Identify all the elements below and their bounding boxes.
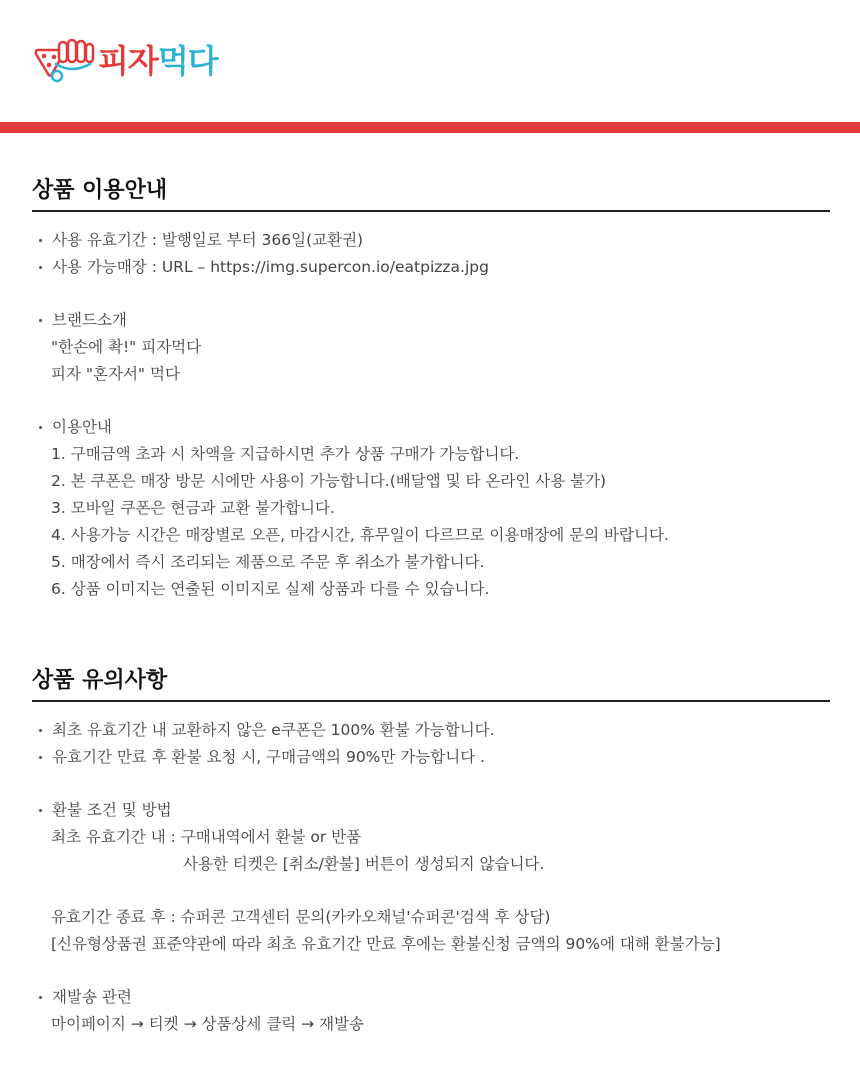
product-notice-content (32, 717, 830, 1038)
refund-method-note: 사용한 티켓은 [취소/환불] 버튼이 생성되지 않습니다. (183, 855, 545, 873)
spacer (32, 388, 830, 414)
brand-intro-line: "한손에 촥!" 피자먹다 (51, 338, 202, 356)
product-notice-title: 상품 유의사항 (32, 666, 830, 702)
spacer (32, 878, 830, 904)
brand-name-part1: 피자 (98, 42, 158, 80)
usage-rule-item: 3. 모바일 쿠폰은 현금과 교환 불가합니다. (51, 499, 335, 517)
brand-name-part2: 먹다 (157, 42, 218, 80)
resend-path: 마이페이지 → 티켓 → 상품상세 클릭 → 재발송 (51, 1015, 365, 1033)
pizza-hand-logo-icon (32, 38, 96, 84)
refund-policy-item: 유효기간 만료 후 환불 요청 시, 구매금액의 90%만 가능합니다 . (32, 744, 830, 771)
refund-method-heading: 환불 조건 및 방법 (32, 797, 830, 824)
spacer (32, 771, 830, 797)
refund-method-line: 최초 유효기간 내 : 구매내역에서 환불 or 반품 (51, 828, 362, 846)
usage-guide-title: 상품 이용안내 (32, 176, 830, 212)
usage-rule-item: 2. 본 쿠폰은 매장 방문 시에만 사용이 가능합니다.(배달앱 및 타 온라인 사용 불가) (51, 472, 607, 490)
usage-rule-item: 6. 상품 이미지는 연출된 이미지로 실제 상품과 다를 수 있습니다. (51, 580, 490, 598)
usage-rule-item: 1. 구매금액 초과 시 차액을 지급하시면 추가 상품 구매가 가능합니다. (51, 445, 520, 463)
refund-method-line: 유효기간 종료 후 : 슈퍼콘 고객센터 문의(카카오채널'슈퍼콘'검색 후 상담) (51, 908, 551, 926)
usage-rule-item: 4. 사용가능 시간은 매장별로 오픈, 마감시간, 휴무일이 다르므로 이용매장에 문의 바랍니다. (51, 526, 669, 544)
spacer (32, 281, 830, 307)
available-stores-item: 사용 가능매장 : URL – https://img.supercon.io/eatpizza.jpg (32, 254, 830, 281)
header-accent-bar (0, 122, 860, 133)
usage-guide-section (32, 176, 830, 603)
product-notice-section (32, 666, 830, 1038)
brand-intro-line: 피자 "혼자서" 먹다 (51, 365, 180, 383)
spacer (32, 958, 830, 984)
refund-policy-item: 최초 유효기간 내 교환하지 않은 e쿠폰은 100% 환불 가능합니다. (32, 717, 830, 744)
brand-intro-heading: 브랜드소개 (32, 307, 830, 334)
brand-logo[interactable] (32, 38, 218, 84)
refund-terms-note: [신유형상품권 표준약관에 따라 최초 유효기간 만료 후에는 환불신청 금액의 90%에 대해 환불가능] (51, 935, 721, 953)
header (0, 0, 860, 122)
validity-period-item: 사용 유효기간 : 발행일로 부터 366일(교환권) (32, 227, 830, 254)
usage-guide-heading: 이용안내 (32, 414, 830, 441)
resend-heading: 재발송 관련 (32, 984, 830, 1011)
brand-name (98, 41, 218, 81)
usage-guide-content (32, 227, 830, 603)
usage-rule-item: 5. 매장에서 즉시 조리되는 제품으로 주문 후 취소가 불가합니다. (51, 553, 485, 571)
